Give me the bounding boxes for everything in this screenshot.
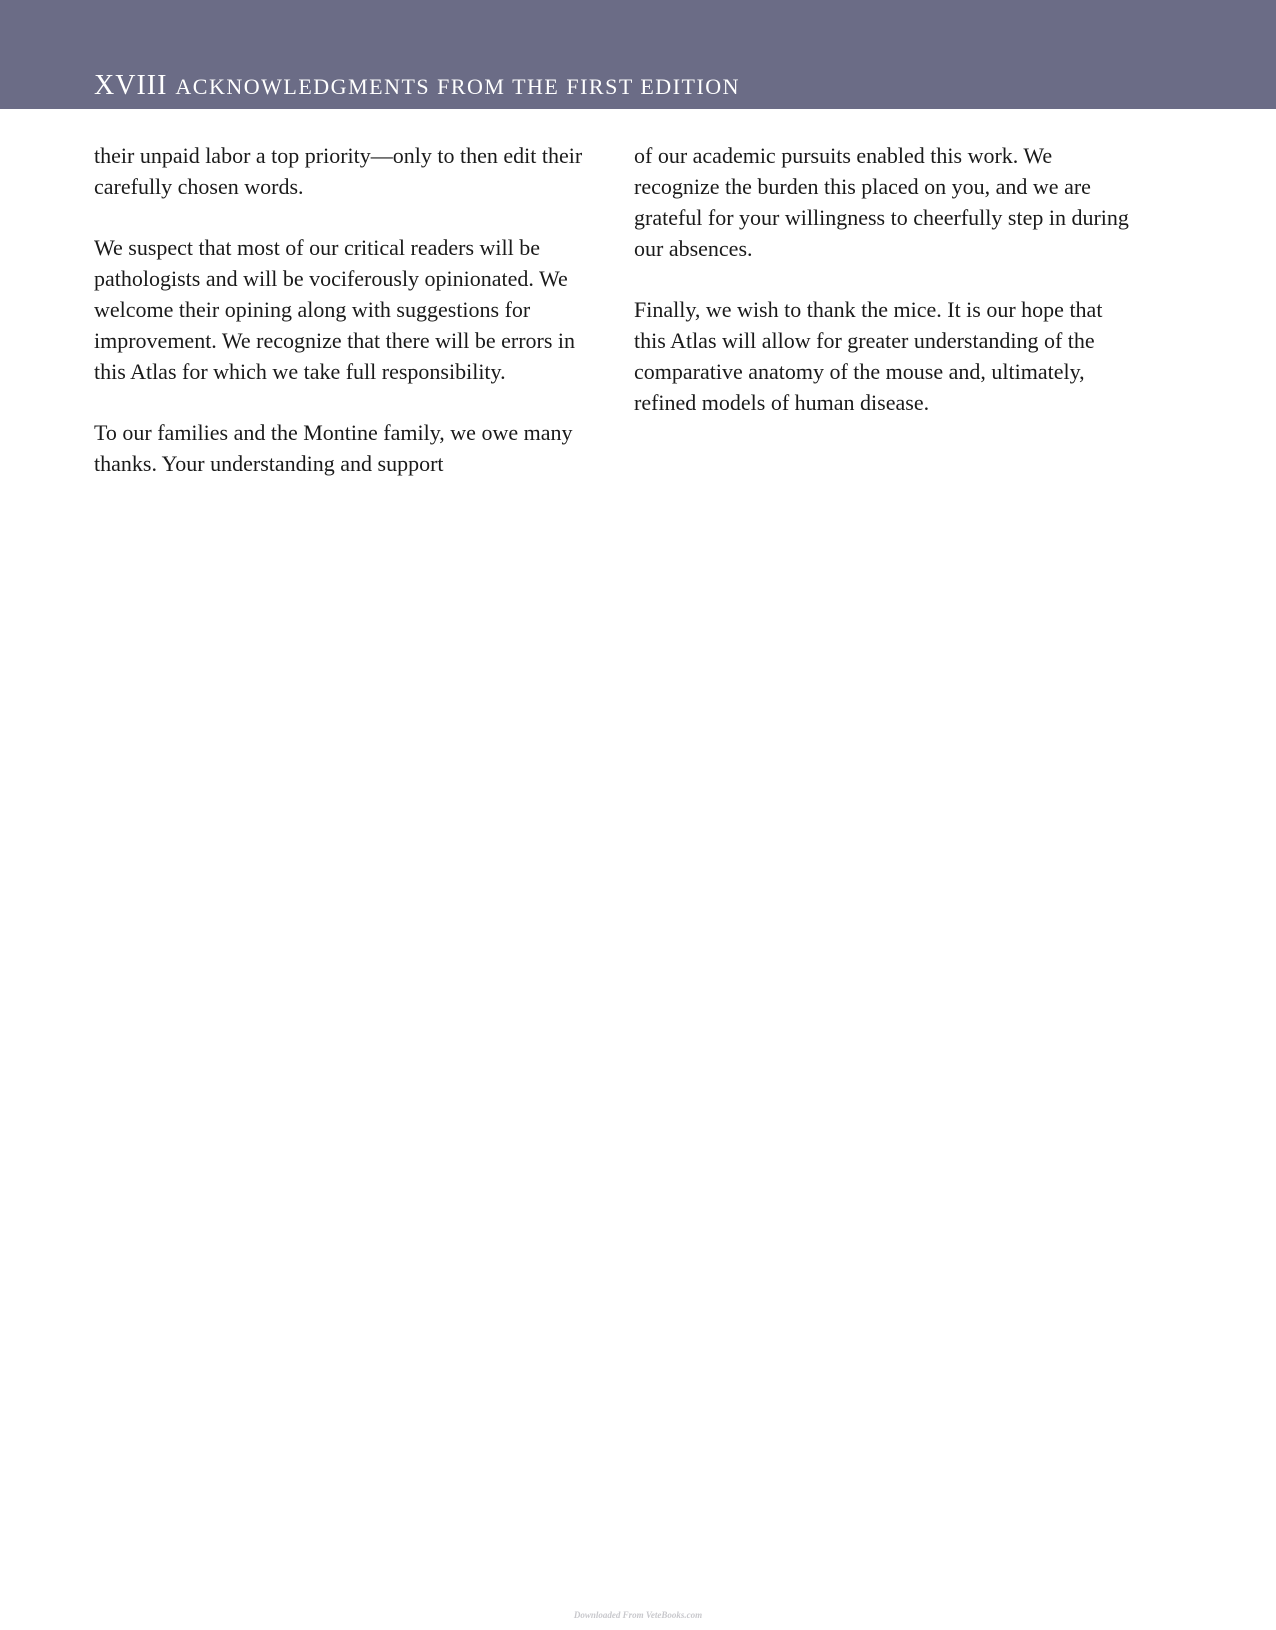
page-number: XVIII xyxy=(94,70,168,101)
paragraph: Finally, we wish to thank the mice. It is our hope that this Atlas will allow for greater understanding of the comparative anatomy of the mouse and, ultimately, refined models of human disease. xyxy=(634,297,1103,415)
paragraph: We suspect that most of our critical readers will be pathologists and will be vociferously opinionated. We welcome their opining along with suggestions for improvement. We recognize that there will be errors in this Atlas for which we take full responsibility. xyxy=(94,235,576,384)
right-text-column xyxy=(634,140,1139,448)
paragraph: To our families and the Montine family, we owe many thanks. Your understanding and support xyxy=(94,420,573,476)
paragraph: of our academic pursuits enabled this work. We recognize the burden this placed on you, and we are grateful for your willingness to cheerfully step in during our absences. xyxy=(634,143,1129,261)
paragraph: their unpaid labor a top priority—only to then edit their carefully chosen words. xyxy=(94,143,583,199)
footer-watermark: Downloaded From VeteBooks.com xyxy=(573,1610,703,1620)
page-header-band xyxy=(0,0,1276,109)
left-text-column xyxy=(94,140,599,509)
section-title: ACKNOWLEDGMENTS FROM THE FIRST EDITION xyxy=(175,74,741,99)
running-header xyxy=(94,70,740,102)
